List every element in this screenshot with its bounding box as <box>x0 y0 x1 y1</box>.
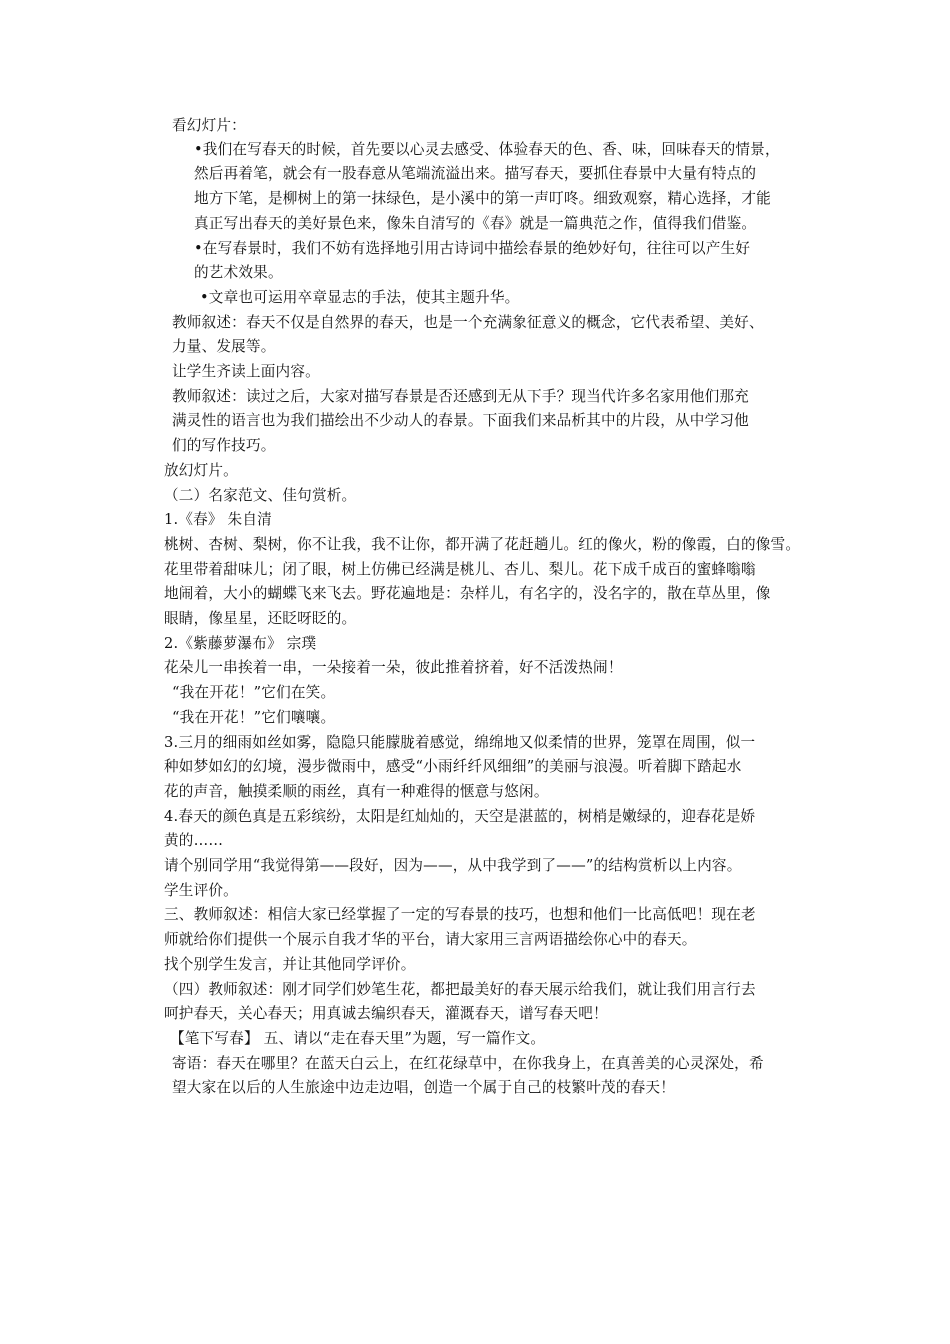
text-line: 3.三月的细雨如丝如雾，隐隐只能朦胧着感觉，绵绵地又似柔情的世界，笼罩在周围，似一 <box>164 734 756 751</box>
text-line: 眼睛，像星星，还眨呀眨的。 <box>164 610 357 627</box>
text-line: 地闹着，大小的蝴蝶飞来飞去。野花遍地是：杂样儿，有名字的，没名字的，散在草丛里，像 <box>164 585 771 602</box>
text-line: 满灵性的语言也为我们描绘出不少动人的春景。下面我们来品析其中的片段，从中学习他 <box>172 412 749 429</box>
text-line: 桃树、杏树、梨树，你不让我，我不让你，都开满了花赶趟儿。红的像火，粉的像霞，白的像雪。 <box>164 536 801 553</box>
text-line: 2.《紫藤萝瀑布》 宗璞 <box>164 635 317 652</box>
text-line: 的艺术效果。 <box>194 264 283 281</box>
text-line: 真正写出春天的美好景色来，像朱自清写的《春》就是一篇典范之作，值得我们借鉴。 <box>194 215 757 232</box>
text-line: 黄的…… <box>164 832 224 849</box>
text-line: 4.春天的颜色真是五彩缤纷，太阳是红灿灿的，天空是湛蓝的，树梢是嫩绿的，迎春花是娇 <box>164 808 756 825</box>
bullet-line: •在写春景时，我们不妨有选择地引用古诗词中描绘春景的绝妙好句，往往可以产生好 <box>194 240 751 257</box>
text-line: 种如梦如幻的幻境，漫步微雨中，感受“小雨纤纤风细细”的美丽与浪漫。听着脚下踏起水 <box>164 758 742 775</box>
text-line: 教师叙述：读过之后，大家对描写春景是否还感到无从下手？现当代许多名家用他们那充 <box>172 388 749 405</box>
bullet-line: •文章也可运用卒章显志的手法，使其主题升华。 <box>200 289 520 306</box>
text-line: 地方下笔，是柳树上的第一抹绿色，是小溪中的第一声叮咚。细致观察，精心选择，才能 <box>194 190 771 207</box>
text-line: 花里带着甜味儿；闭了眼，树上仿佛已经满是桃儿、杏儿、梨儿。花下成千成百的蜜蜂嗡嗡 <box>164 561 756 578</box>
bullet-line: •我们在写春天的时候，首先要以心灵去感受、体验春天的色、香、味，回味春天的情景， <box>194 141 780 158</box>
text-line: 呵护春天，关心春天；用真诚去编织春天，灌溉春天，谱写春天吧！ <box>164 1005 608 1022</box>
text-line: 看幻灯片： <box>172 117 246 134</box>
text-line: 请个别同学用“我觉得第——段好，因为——，从中我学到了——”的结构赏析以上内容。 <box>164 857 742 874</box>
text-line: 教师叙述：春天不仅是自然界的春天，也是一个充满象征意义的概念，它代表希望、美好、 <box>172 314 764 331</box>
text-line: 找个别学生发言，并让其他同学评价。 <box>164 956 416 973</box>
text-line: “我在开花！”它们嚷嚷。 <box>172 709 336 726</box>
text-line: 学生评价。 <box>164 882 238 899</box>
text-line: 花朵儿一串挨着一串，一朵接着一朵，彼此推着挤着，好不活泼热闹！ <box>164 659 623 676</box>
text-line: 让学生齐读上面内容。 <box>172 363 320 380</box>
text-line: 然后再着笔，就会有一股春意从笔端流溢出来。描写春天，要抓住春景中大量有特点的 <box>194 165 757 182</box>
text-line: 们的写作技巧。 <box>172 437 276 454</box>
text-line: 【笔下写春】 五、请以“走在春天里”为题，写一篇作文。 <box>170 1030 546 1047</box>
text-line: “我在开花！”它们在笑。 <box>172 684 336 701</box>
text-line: 1.《春》 朱自清 <box>164 511 272 528</box>
text-line: 师就给你们提供一个展示自我才华的平台，请大家用三言两语描绘你心中的春天。 <box>164 931 697 948</box>
text-line: 力量、发展等。 <box>172 338 276 355</box>
text-line: 花的声音，触摸柔顺的雨丝，真有一种难得的惬意与悠闲。 <box>164 783 549 800</box>
text-line: 放幻灯片。 <box>164 462 238 479</box>
text-line: 望大家在以后的人生旅途中边走边唱，创造一个属于自己的枝繁叶茂的春天！ <box>172 1079 675 1096</box>
section-heading: （二）名家范文、佳句赏析。 <box>164 487 357 504</box>
text-line: 三、教师叙述：相信大家已经掌握了一定的写春景的技巧，也想和他们一比高低吧！现在老 <box>164 906 756 923</box>
text-line: 寄语：春天在哪里？在蓝天白云上，在红花绿草中，在你我身上，在真善美的心灵深处，希 <box>172 1055 764 1072</box>
text-line: （四）教师叙述：刚才同学们妙笔生花，都把最美好的春天展示给我们，就让我们用言行去 <box>164 981 756 998</box>
